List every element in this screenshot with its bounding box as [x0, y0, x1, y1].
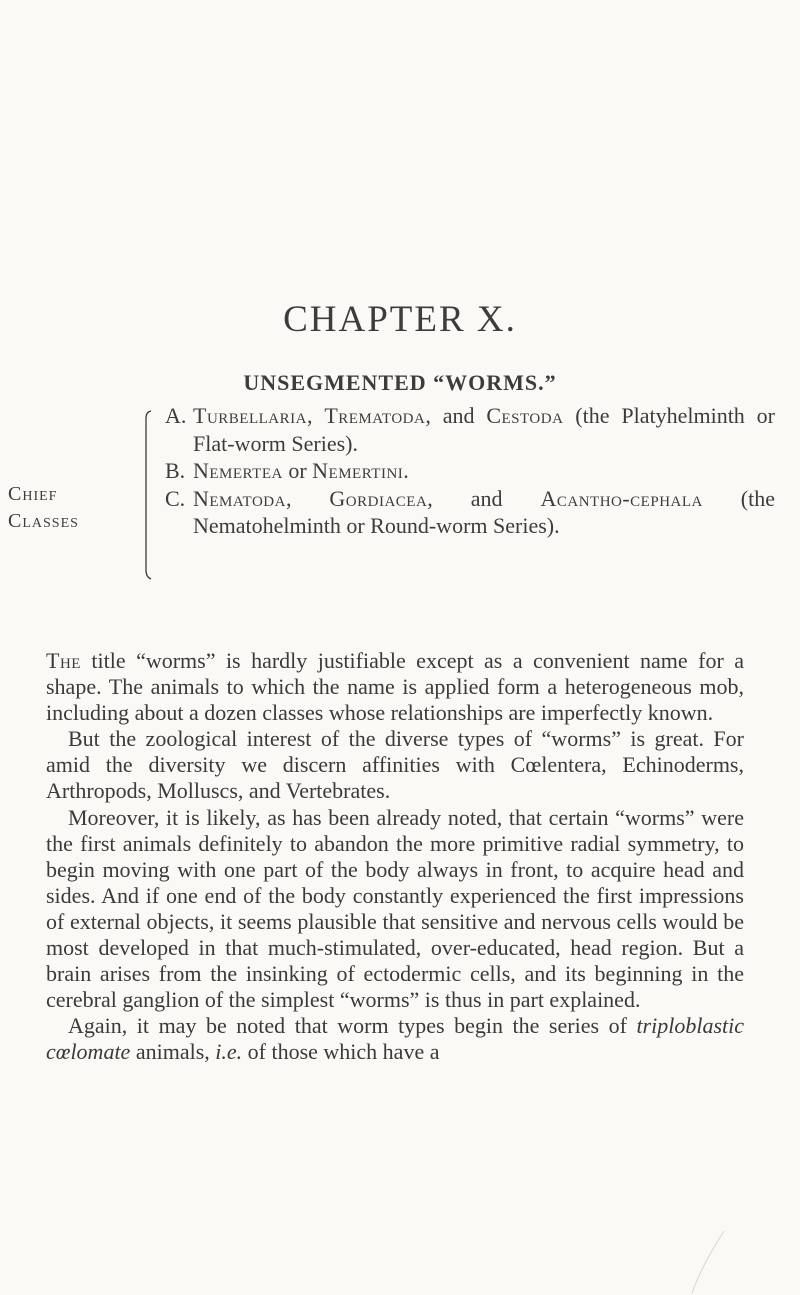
- paragraph-1: [46, 648, 744, 726]
- italic-abbreviation: i.e.: [215, 1039, 243, 1065]
- class-name: Turbellaria: [193, 403, 307, 428]
- class-name: Trematoda: [324, 403, 426, 428]
- left-brace: [141, 410, 153, 580]
- chapter-title: CHAPTER X.: [283, 299, 517, 340]
- class-name: Nemertini: [312, 458, 404, 483]
- body-text: [46, 648, 744, 1066]
- paragraph-4: [46, 1013, 744, 1065]
- side-label-classes: Classes: [8, 510, 79, 532]
- paragraph-text: Again, it may be noted that worm types begin the series of: [68, 1013, 637, 1039]
- class-description: (the Nematohelminth or Round-worm Series).: [193, 485, 776, 538]
- class-separator: ,: [306, 403, 325, 428]
- class-text: [193, 457, 775, 485]
- side-label-chief: Chief: [8, 483, 58, 505]
- class-list: [165, 402, 775, 540]
- class-separator: , and: [427, 485, 541, 511]
- paragraph-text: animals,: [130, 1039, 216, 1065]
- class-name: Gordiacea: [329, 485, 428, 511]
- class-letter: C.: [165, 485, 186, 511]
- class-name: Acantho-cephala: [540, 485, 703, 511]
- class-letter: A.: [165, 403, 187, 428]
- chapter-subtitle: UNSEGMENTED “WORMS.”: [243, 370, 557, 395]
- class-description: (the Platyhelminth or Flat-worm Series).: [193, 403, 776, 456]
- paragraph-text: of those which have a: [242, 1039, 440, 1065]
- class-item-b: [165, 457, 775, 485]
- class-name: Nemertea: [193, 458, 283, 483]
- class-text: [193, 402, 775, 457]
- class-name: Nematoda: [193, 485, 286, 511]
- class-item-c: [165, 485, 775, 540]
- italic-term: triploblastic cœlomate: [46, 1013, 744, 1065]
- class-letter: B.: [165, 458, 186, 483]
- show-through-mark: [690, 1225, 730, 1295]
- class-separator: or: [282, 458, 313, 483]
- class-text: [193, 485, 775, 540]
- class-item-a: [165, 402, 775, 457]
- paragraph-3: Moreover, it is likely, as has been already noted, that certain “worms” were the first animals definitely to abandon the more primitive radial symmetry, to begin moving with one part of the body always in front, to acquire head and sides. And if one end of the body constantly experienced the first impressions of external objects, it seems plausible that sensitive and nervous cells would be most developed in that much-stimulated, over-educated, head region. But a brain arises from the insinking of ectodermic cells, and its beginning in the cerebral ganglion of the simplest “worms” is thus in part explained.: [46, 804, 744, 1013]
- class-separator: ,: [285, 485, 330, 511]
- class-name: Cestoda: [486, 403, 564, 428]
- class-description: .: [403, 458, 409, 483]
- paragraph-text: title “worms” is hardly justifiable except as a convenient name for a shape. The animals to which the name is applied form a heterogeneous mob, including about a dozen classes whose relationships are imperfectly known.: [46, 648, 744, 726]
- chief-classes-block: [0, 402, 800, 602]
- paragraph-lead-word: The: [46, 648, 81, 673]
- class-separator: , and: [425, 403, 487, 428]
- paragraph-2: But the zoological interest of the diverse types of “worms” is great. For amid the diversity we discern affinities with Cœlentera, Echinoderms, Arthropods, Molluscs, and Vertebrates.: [46, 726, 744, 804]
